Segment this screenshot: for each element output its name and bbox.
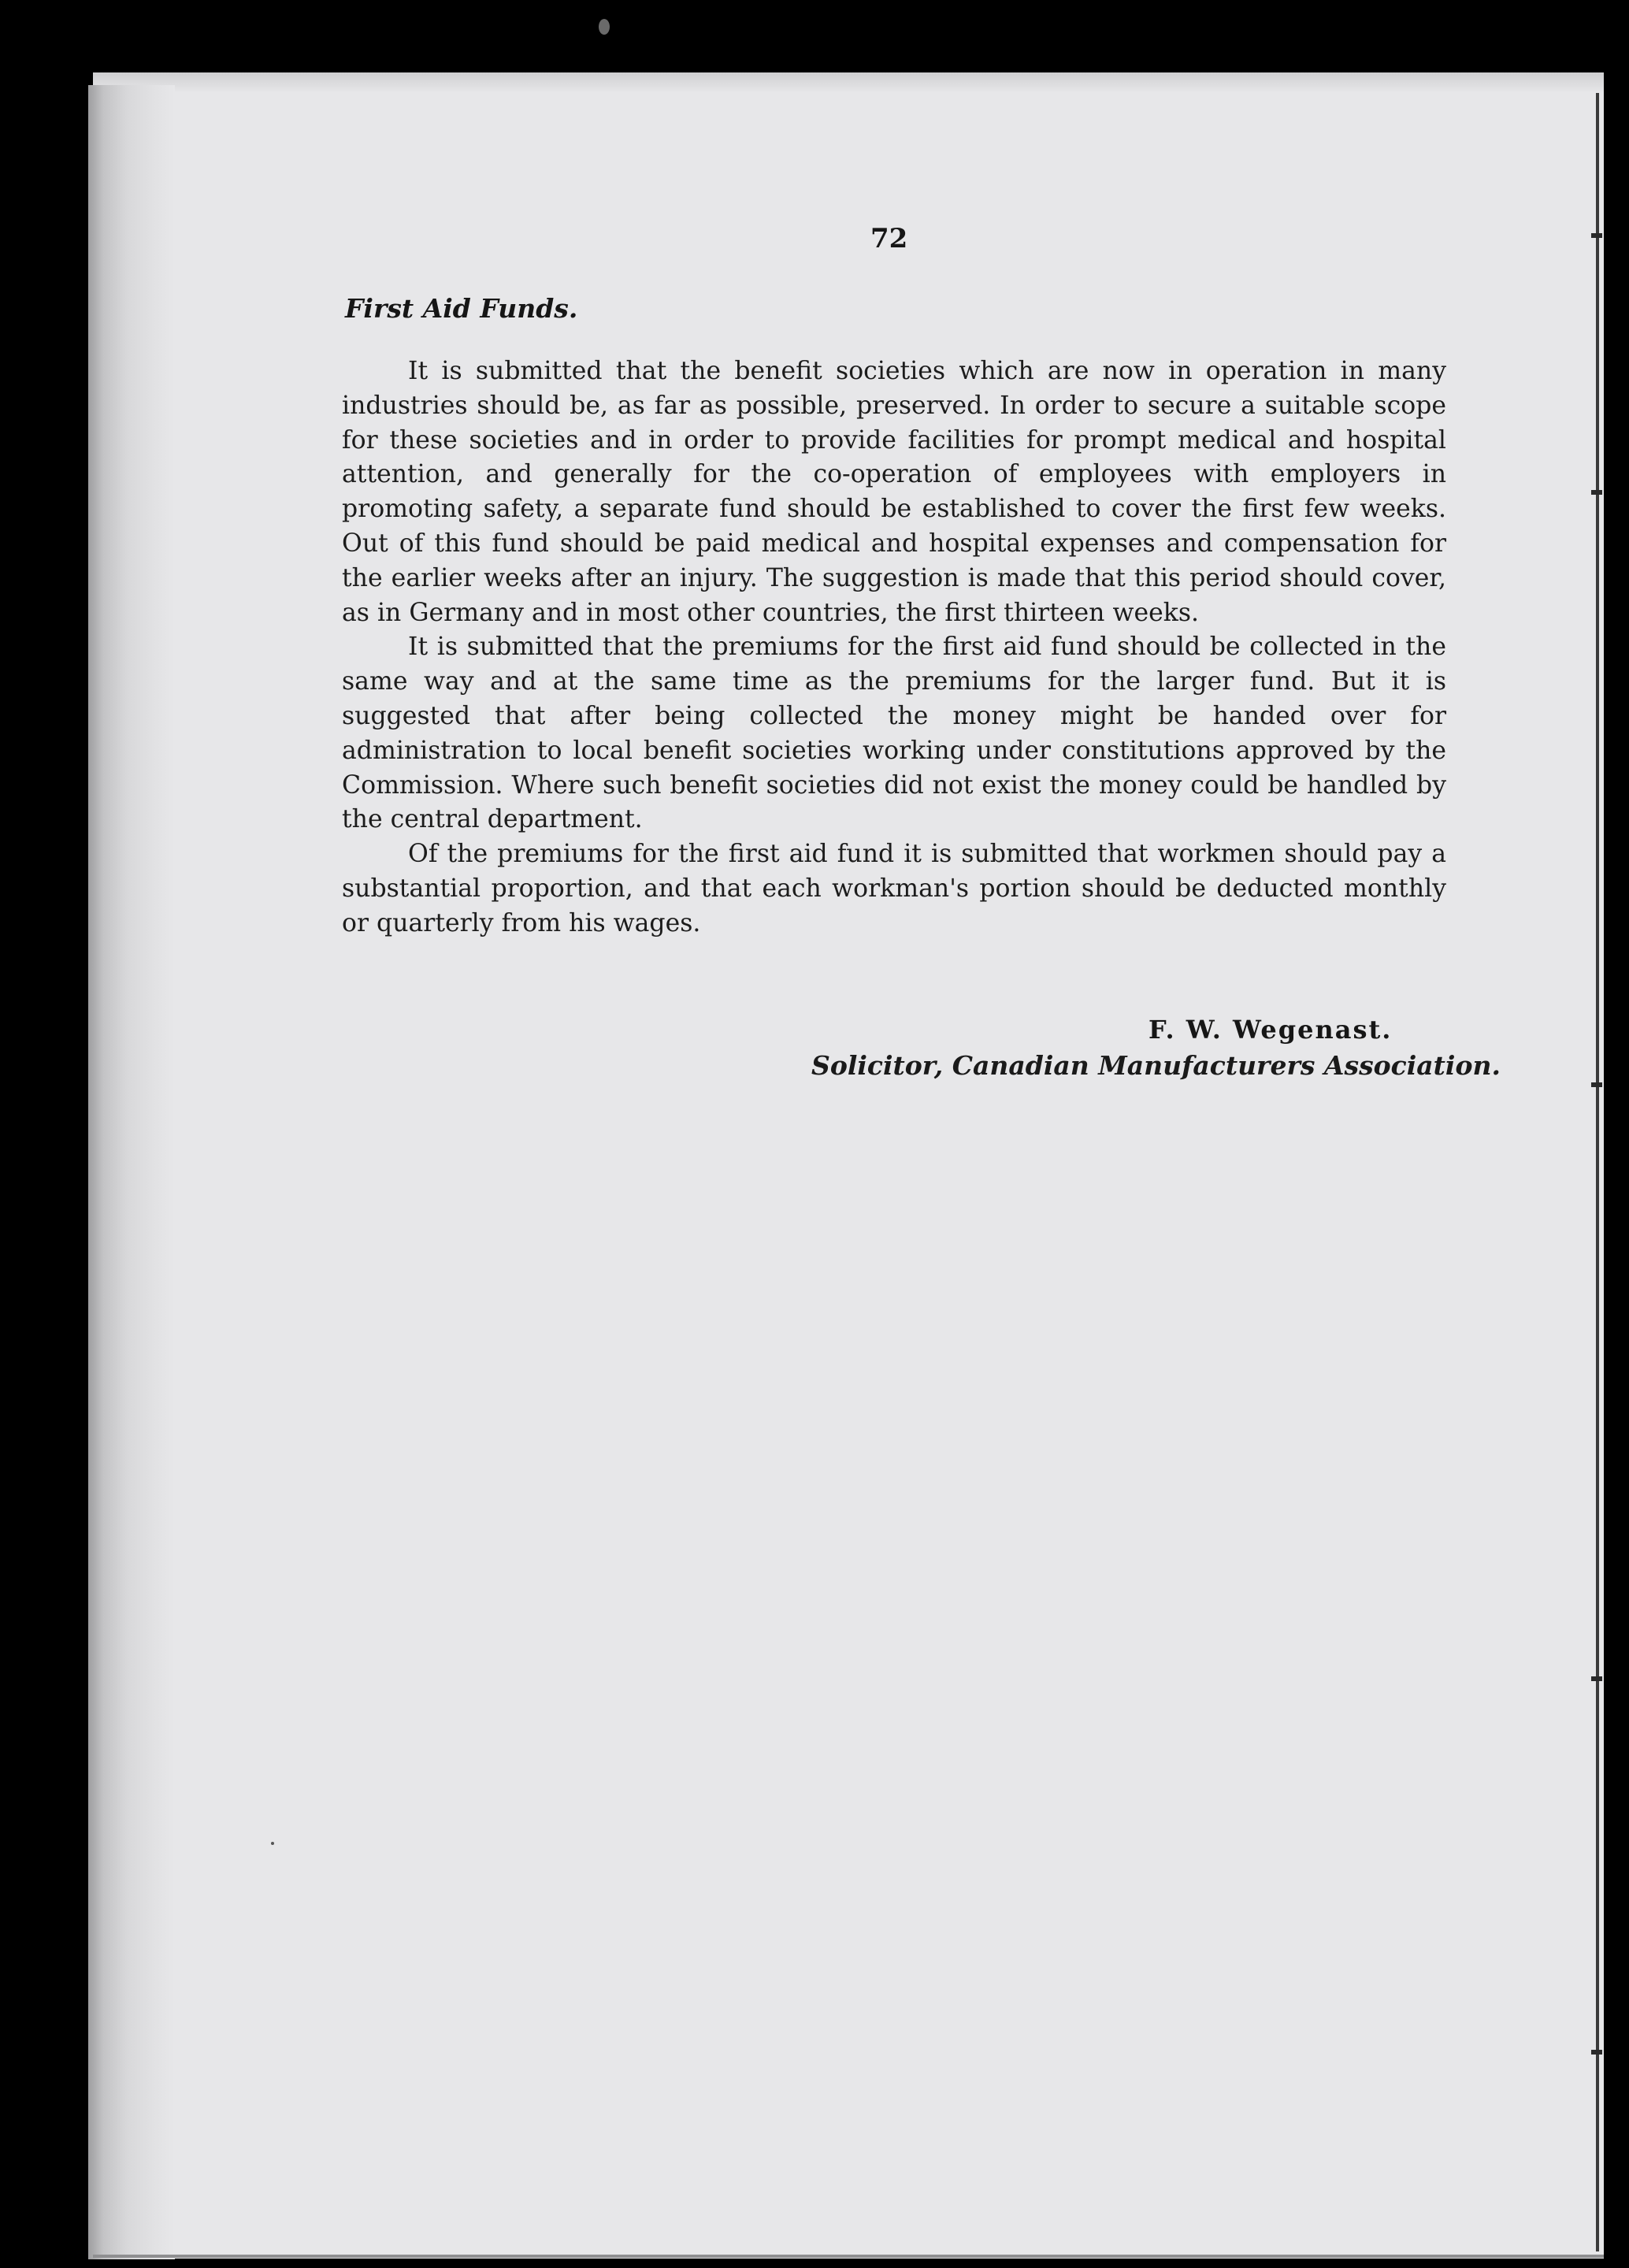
edge-mark xyxy=(1591,1676,1602,1681)
edge-mark xyxy=(1591,233,1602,238)
scan-speck xyxy=(599,19,610,35)
section-heading: First Aid Funds. xyxy=(345,293,578,324)
page-number: 72 xyxy=(870,223,908,254)
page-right-edge xyxy=(1596,93,1599,2251)
signature-title: Solicitor, Canadian Manufacturers Association. xyxy=(811,1050,1501,1081)
paragraph: It is submitted that the premiums for the first aid fund should be collected in the same way and at the same time as the premiums for the larger fund. But it is suggested that after being collected the money might be handed over for administration to local benefit societies working under constitutions approved by the Commission. Where such benefit societies did not exist the money could be handled by the central department. xyxy=(342,633,1446,834)
page-bottom-edge xyxy=(93,2255,1604,2258)
scan-speck xyxy=(271,1842,274,1845)
edge-mark xyxy=(1591,2050,1602,2055)
page-binding-shadow xyxy=(88,85,175,2259)
edge-mark xyxy=(1591,1082,1602,1087)
body-text xyxy=(342,354,1446,941)
paragraph: It is submitted that the benefit societies which are now in operation in many industries should be, as far as possible, preserved. In order to secure a suitable scope for these societies and in order to provide facilities for prompt medical and hospital attention, and generally for the co-operation of employees with employers in promoting safety, a separate fund should be established to cover the first few weeks. Out of this fund should be paid medical and hospital expenses and compensation for the earlier weeks after an injury. The suggestion is made that this period should cover, as in Germany and in most other countries, the first thirteen weeks. xyxy=(342,357,1446,627)
paragraph: Of the premiums for the first aid fund it is submitted that workmen should pay a substantial proportion, and that each workman's portion should be deducted monthly or quarterly from his wages. xyxy=(342,840,1446,937)
page-top-shadow xyxy=(93,72,1604,93)
edge-mark xyxy=(1591,490,1602,495)
signature-name: F. W. Wegenast. xyxy=(1148,1015,1393,1045)
